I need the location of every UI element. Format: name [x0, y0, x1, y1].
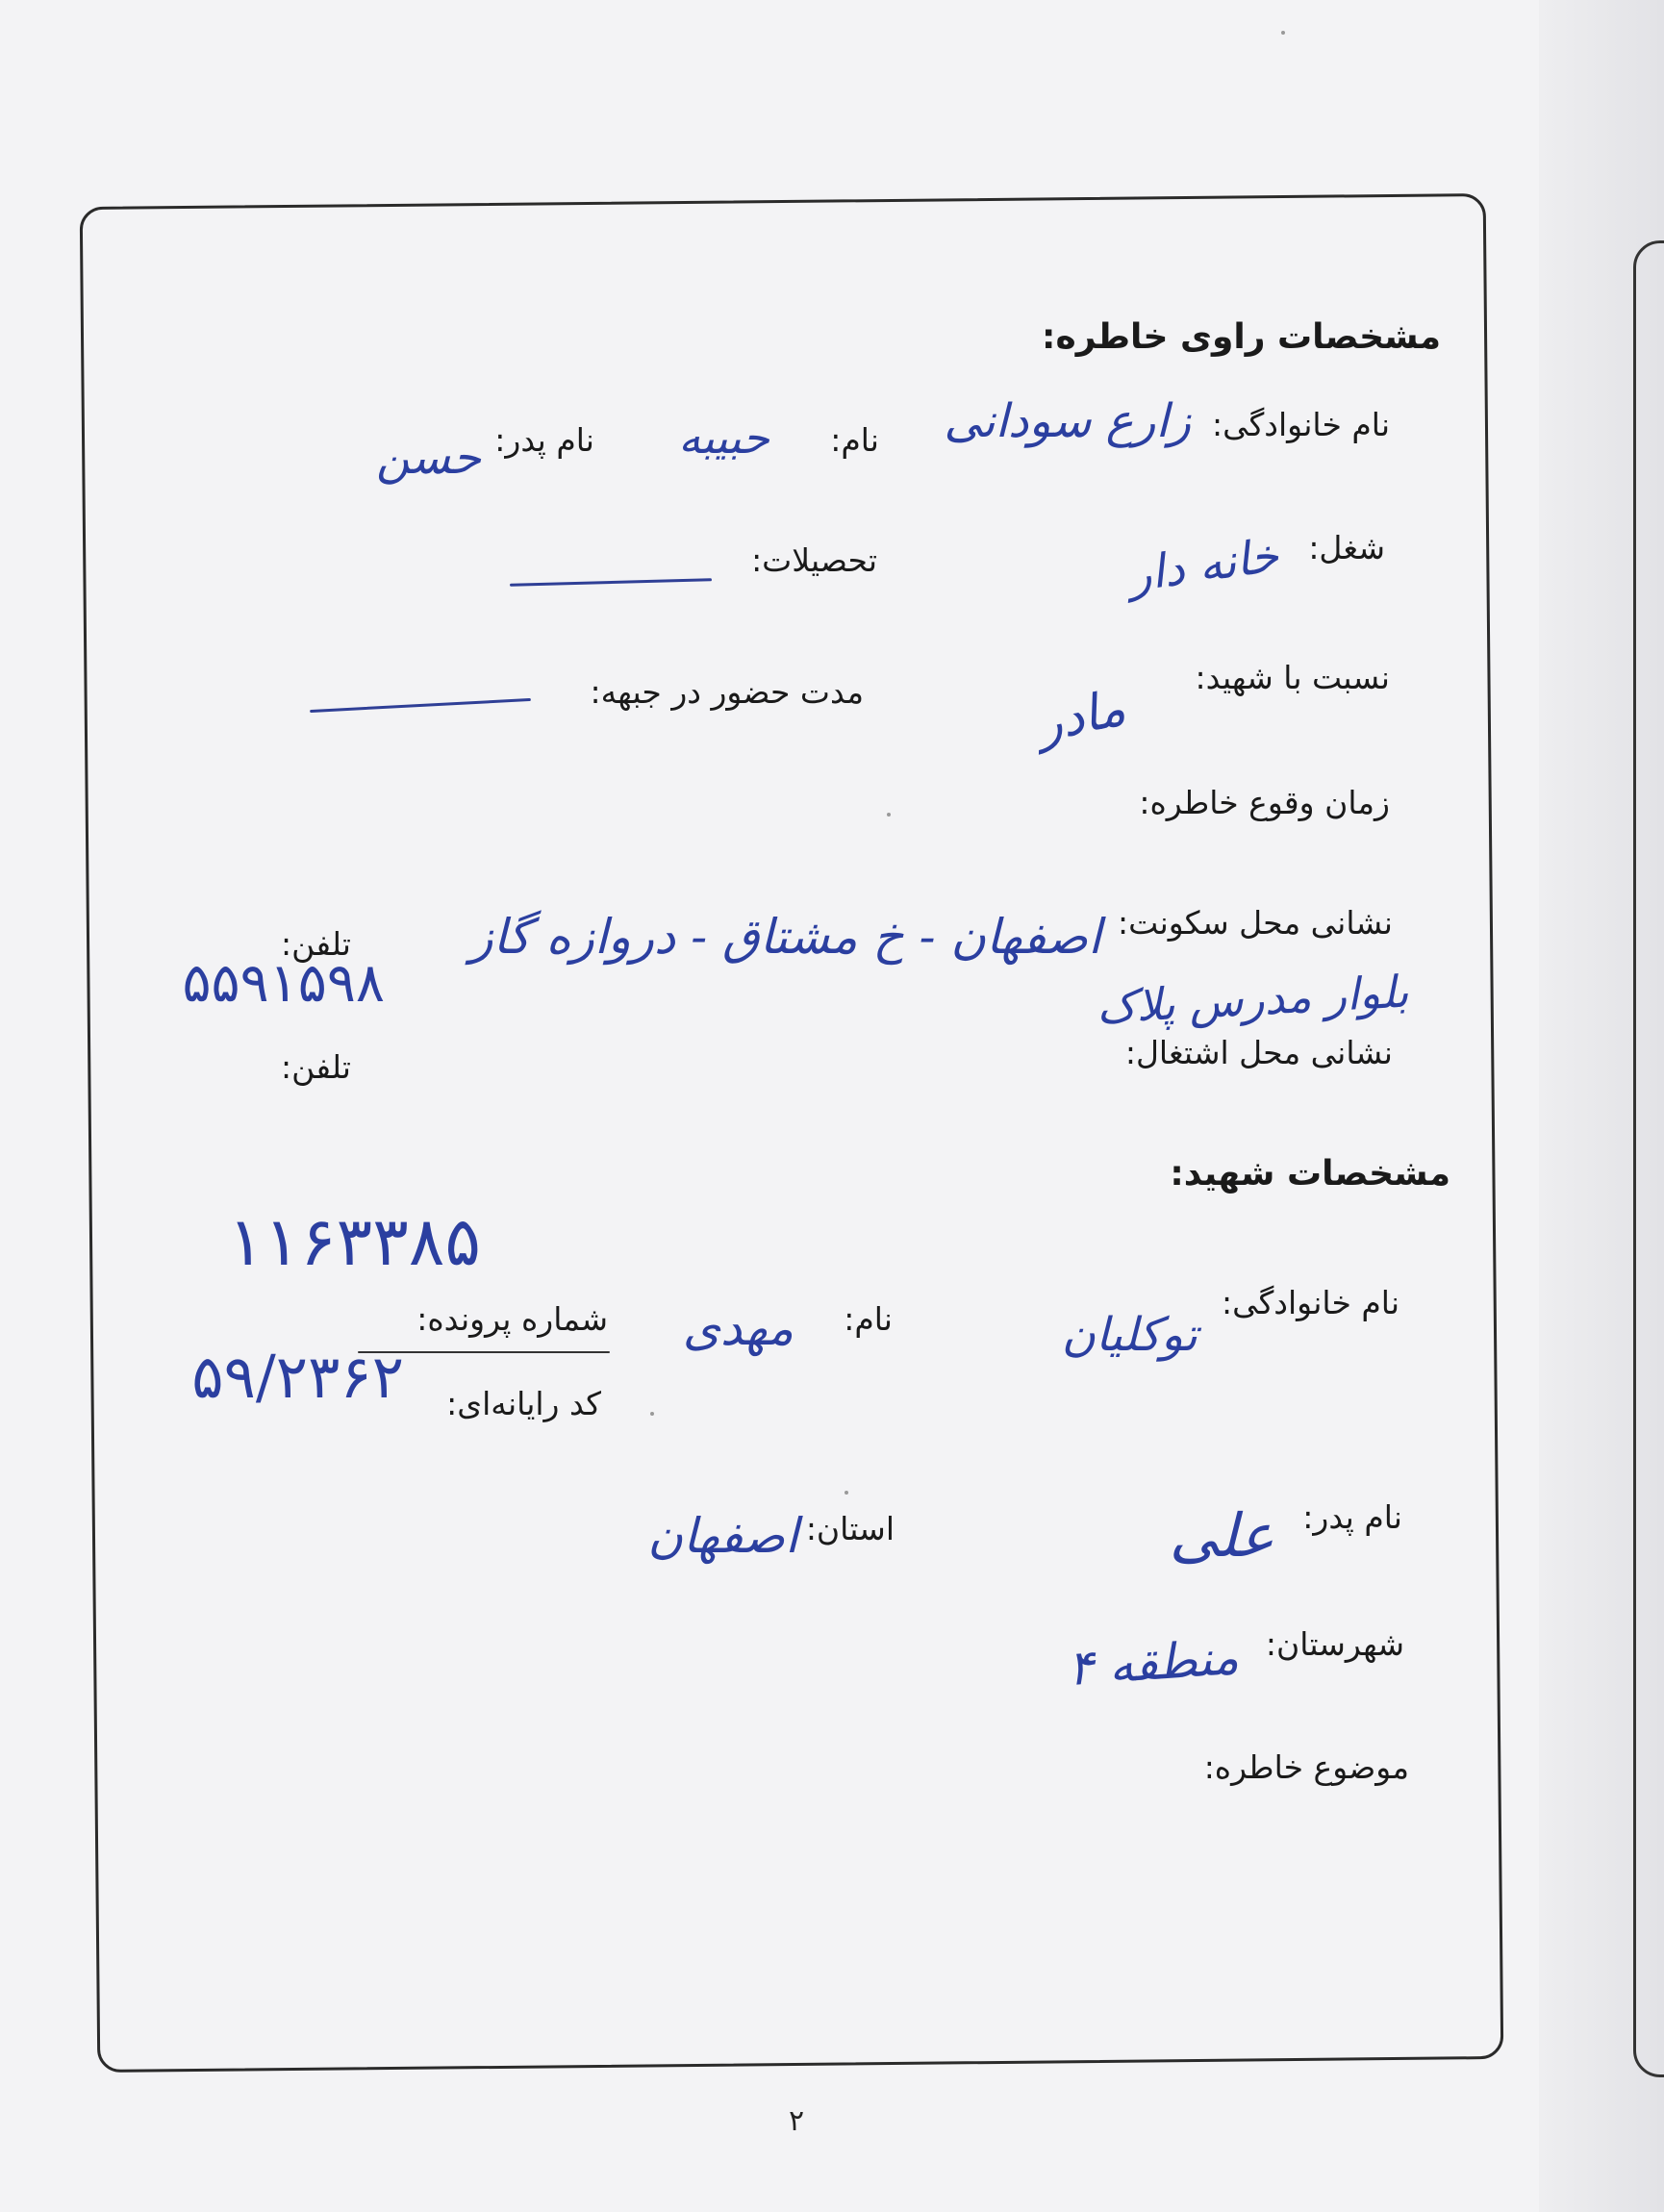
narrator-residence-label: نشانی محل سکونت:	[1118, 904, 1393, 942]
narrator-family-label: نام خانوادگی:	[1211, 406, 1390, 443]
scan-speck	[845, 1491, 848, 1495]
martyr-computer-code-value: ۵۹/۲۳۶۲	[191, 1342, 404, 1412]
narrator-name-value: حبیبه	[678, 412, 769, 464]
scan-speck	[1281, 31, 1285, 35]
narrator-relation-label: نسبت با شهید:	[1195, 659, 1390, 696]
narrator-work-phone-label: تلفن:	[280, 1048, 351, 1086]
martyr-file-number-label: شماره پرونده:	[416, 1300, 608, 1338]
narrator-residence-value-line2: بلوار مدرس پلاک	[1096, 965, 1411, 1034]
page-number: ۲	[789, 2104, 805, 2138]
narrator-father-label: نام پدر:	[494, 421, 594, 459]
martyr-computer-code-label: کد رایانه‌ای:	[446, 1385, 601, 1422]
narrator-relation-value: مادر	[1031, 679, 1131, 754]
martyr-family-value: توکلیان	[1061, 1308, 1198, 1362]
narrator-family-value: زارع سودانی	[944, 394, 1191, 448]
narrator-work-address-label: نشانی محل اشتغال:	[1124, 1034, 1393, 1071]
narrator-memory-time-label: زمان وقوع خاطره:	[1139, 784, 1390, 821]
scan-speck	[650, 1412, 654, 1416]
martyr-family-label: نام خانوادگی:	[1221, 1284, 1399, 1321]
form-border-frame	[80, 193, 1504, 2073]
martyr-province-value: اصفهان	[647, 1508, 798, 1564]
narrator-heading: مشخصات راوی خاطره:	[1042, 317, 1441, 357]
martyr-memory-topic-label: موضوع خاطره:	[1203, 1748, 1409, 1786]
martyr-father-label: نام پدر:	[1302, 1498, 1402, 1536]
martyr-file-number-value: ۱۱۶۳۳۸۵	[227, 1202, 481, 1281]
narrator-father-value: حسن	[375, 431, 481, 485]
martyr-city-value: منطقه ۴	[1066, 1628, 1241, 1697]
martyr-province-label: استان:	[805, 1510, 895, 1547]
adjacent-page-frame	[1633, 240, 1664, 2077]
narrator-name-label: نام:	[830, 421, 879, 459]
martyr-city-label: شهرستان:	[1265, 1625, 1404, 1663]
martyr-father-value: علی	[1169, 1500, 1274, 1571]
martyr-name-label: نام:	[844, 1300, 893, 1338]
narrator-phone-label: تلفن:	[280, 925, 351, 963]
martyr-heading: مشخصات شهید:	[1170, 1154, 1450, 1194]
narrator-phone-value: ۵۵۹۱۵۹۸	[182, 952, 385, 1015]
narrator-job-label: شغل:	[1308, 529, 1385, 566]
narrator-job-value: خانه دار	[1125, 528, 1283, 603]
scan-speck	[887, 813, 891, 817]
narrator-front-duration-label: مدت حضور در جبهه:	[590, 673, 864, 711]
narrator-education-label: تحصیلات:	[751, 541, 877, 579]
narrator-residence-value-line1: اصفهان - خ مشتاق - دروازه گاز	[469, 909, 1101, 965]
martyr-name-value: مهدی	[682, 1300, 794, 1356]
